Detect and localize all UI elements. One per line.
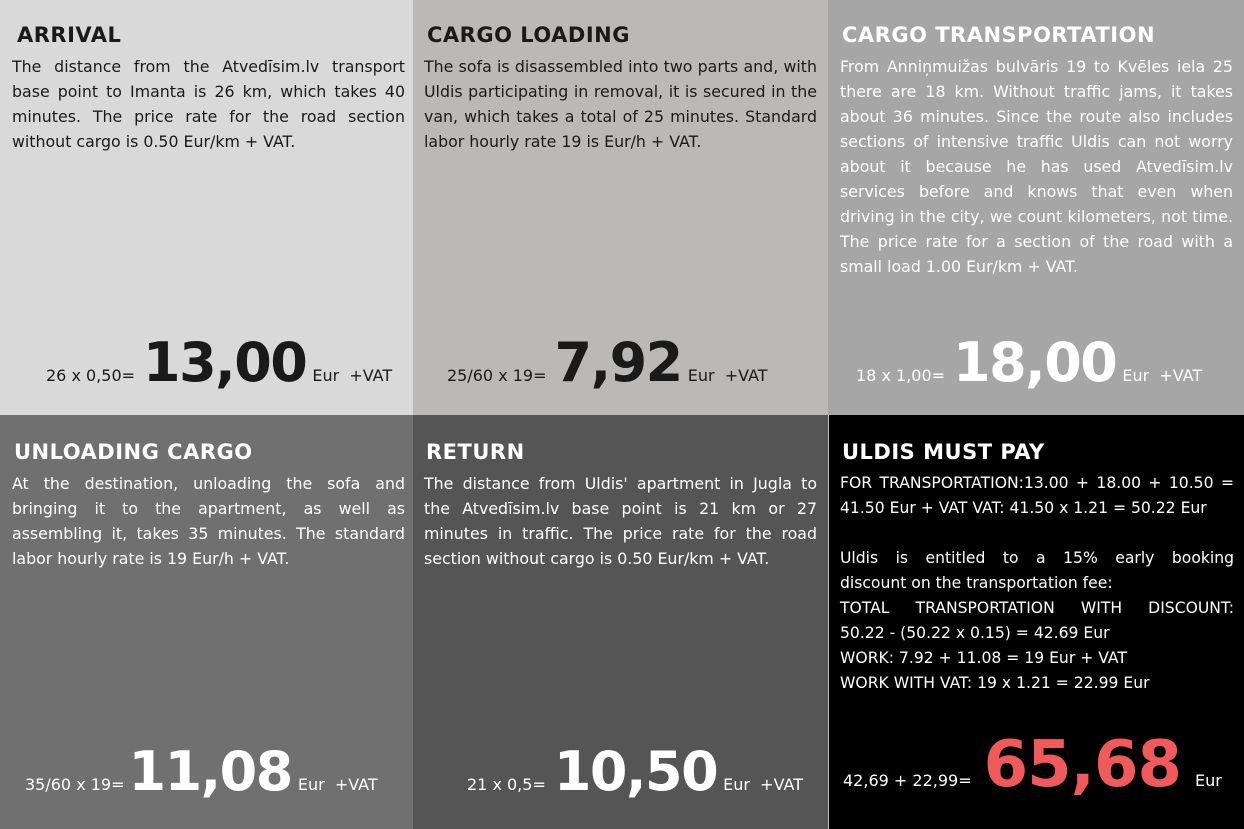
transport-amount: 18,00 <box>953 331 1117 394</box>
total-line-discounted-2: 50.22 - (50.22 x 0.15) = 42.69 Eur <box>840 624 1110 642</box>
total-panel <box>828 415 1244 829</box>
arrival-amount: 13,00 <box>143 331 307 394</box>
return-unit: Eur <box>723 775 750 794</box>
total-line-vat: 41.50 Eur + VAT VAT: 41.50 x 1.21 = 50.22 Eur <box>840 499 1207 517</box>
loading-unit: Eur <box>687 366 715 385</box>
total-calculation <box>843 728 1222 802</box>
unloading-calculation <box>25 740 378 803</box>
arrival-panel <box>0 0 413 415</box>
total-unit: Eur <box>1195 771 1222 790</box>
unloading-title: UNLOADING CARGO <box>14 440 253 464</box>
arrival-unit: Eur <box>312 366 340 385</box>
unloading-panel <box>0 415 413 829</box>
transport-panel <box>828 0 1244 415</box>
transport-unit: Eur <box>1122 366 1150 385</box>
unloading-amount: 11,08 <box>128 740 292 803</box>
return-vat: +VAT <box>760 775 803 794</box>
total-line-transport: FOR TRANSPORTATION:13.00 + 18.00 + 10.50 = <box>840 474 1234 492</box>
loading-amount: 7,92 <box>554 331 682 394</box>
total-line-discount-1: Uldis is entitled to a 15% early booking <box>840 549 1234 567</box>
unloading-formula: 35/60 x 19= <box>25 775 125 794</box>
total-title: ULDIS MUST PAY <box>842 440 1045 464</box>
total-amount: 65,68 <box>983 728 1182 802</box>
arrival-title: ARRIVAL <box>17 23 122 47</box>
total-spacer <box>840 521 1234 546</box>
transport-vat: +VAT <box>1159 366 1203 385</box>
total-line-discounted-1: TOTAL TRANSPORTATION WITH DISCOUNT: <box>840 599 1234 617</box>
arrival-text: The distance from the Atvedīsim.lv transport base point to Imanta is 26 km, which takes 40 minutes. The price rate for the road section without cargo is 0.50 Eur/km + VAT. <box>12 57 405 151</box>
loading-vat: +VAT <box>724 366 768 385</box>
loading-text: The sofa is disassembled into two parts and, with Uldis participating in removal, it is secured in the van, which takes a total of 25 minutes. Standard labor hourly rate 19 is Eur/h + VAT. <box>424 57 817 151</box>
loading-panel <box>413 0 828 415</box>
return-amount: 10,50 <box>553 740 718 803</box>
loading-title: CARGO LOADING <box>427 23 630 47</box>
transport-title: CARGO TRANSPORTATION <box>842 23 1156 47</box>
transport-formula: 18 x 1,00= <box>856 366 946 385</box>
return-title: RETURN <box>426 440 525 464</box>
return-panel <box>413 415 828 829</box>
return-calculation <box>467 740 803 803</box>
unloading-unit: Eur <box>297 775 325 794</box>
loading-calculation <box>447 331 768 394</box>
arrival-formula: 26 x 0,50= <box>46 366 136 385</box>
total-formula: 42,69 + 22,99= <box>843 771 972 790</box>
total-line-work-vat: WORK WITH VAT: 19 x 1.21 = 22.99 Eur <box>840 674 1150 692</box>
unloading-text: At the destination, unloading the sofa and bringing it to the apartment, as well as assembling it, takes 35 minutes. The standard labor hourly rate is 19 Eur/h + VAT. <box>12 474 405 568</box>
total-line-discount-2: discount on the transportation fee: <box>840 574 1113 592</box>
return-formula: 21 x 0,5= <box>467 775 546 794</box>
loading-formula: 25/60 x 19= <box>447 366 547 385</box>
unloading-vat: +VAT <box>334 775 378 794</box>
total-breakdown <box>840 471 1234 696</box>
transport-calculation <box>856 331 1203 394</box>
total-line-work: WORK: 7.92 + 11.08 = 19 Eur + VAT <box>840 649 1127 667</box>
arrival-calculation <box>46 331 393 394</box>
return-text: The distance from Uldis' apartment in Jugla to the Atvedīsim.lv base point is 21 km or 27 minutes in traffic. The price rate for the road section without cargo is 0.50 Eur/km + VAT. <box>424 474 817 568</box>
transport-text: From Anniņmuižas bulvāris 19 to Kvēles iela 25 there are 18 km. Without traffic jams, it takes about 36 minutes. Since the route also includes sections of intensive traffic Uldis can not worry about it because he has used Atvedīsim.lv services before and knows that even when driving in the city, we count kilometers, not time. The price rate for a section of the road with a small load 1.00 Eur/km + VAT. <box>840 57 1233 276</box>
arrival-vat: +VAT <box>349 366 393 385</box>
